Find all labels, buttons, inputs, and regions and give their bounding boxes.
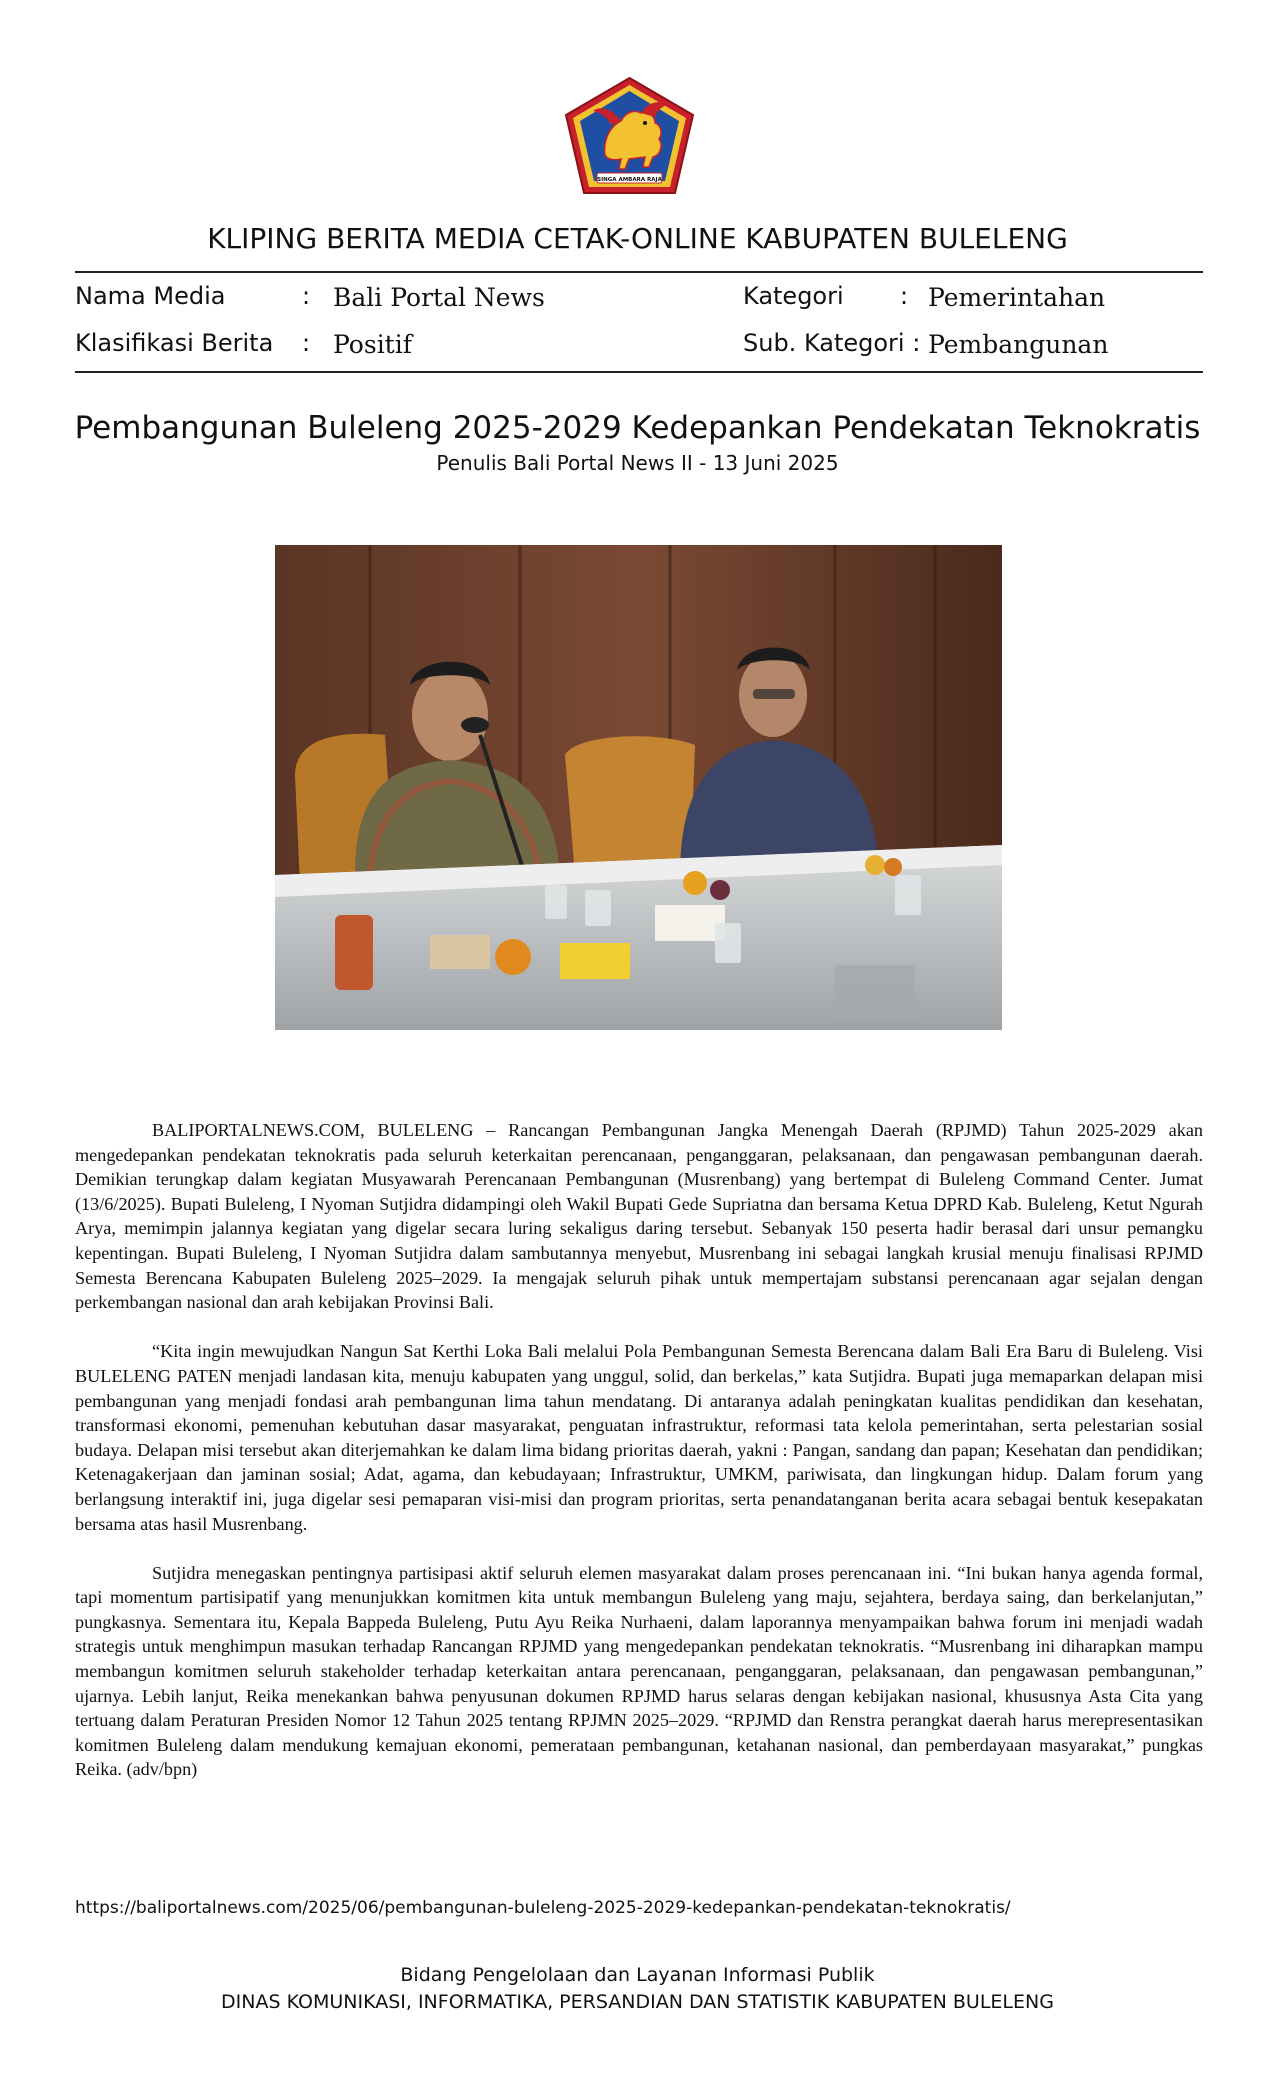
sub-kategori-value: Pembangunan	[928, 330, 1109, 359]
footer-department: Bidang Pengelolaan dan Layanan Informasi Publik	[400, 1964, 875, 1986]
header-divider-top	[75, 271, 1203, 273]
singa-ambara-raja-emblem-icon	[563, 75, 696, 197]
article-byline: Penulis Bali Portal News II - 13 Juni 2025	[436, 451, 839, 475]
klasifikasi-label: Klasifikasi Berita	[75, 329, 274, 357]
clipping-header-title: KLIPING BERITA MEDIA CETAK-ONLINE KABUPATEN BULELENG	[207, 222, 1068, 255]
footer-agency: DINAS KOMUNIKASI, INFORMATIKA, PERSANDIAN DAN STATISTIK KABUPATEN BULELENG	[221, 1991, 1054, 2013]
kategori-label: Kategori	[743, 282, 844, 310]
kategori-value: Pemerintahan	[928, 283, 1106, 312]
header-divider-bottom	[75, 371, 1203, 373]
klasifikasi-value: Positif	[333, 330, 412, 359]
source-url-link[interactable]: https://baliportalnews.com/2025/06/pembangunan-buleleng-2025-2029-kedepankan-pendekatan-teknokratis/	[75, 1898, 1011, 1918]
kategori-colon: :	[900, 282, 909, 310]
nama-media-colon: :	[302, 282, 311, 310]
article-paragraph: Sutjidra menegaskan pentingnya partisipasi aktif seluruh elemen masyarakat dalam proses perencanaan ini. “Ini bukan hanya agenda formal, tapi momentum partisipatif yang menunjukkan komitmen kita untuk membangun Buleleng yang maju, sejahtera, berdaya saing, dan berkelanjutan,” pungkasnya. Sementara itu, Kepala Bappeda Buleleng, Putu Ayu Reika Nurhaeni, dalam laporannya menyampaikan bahwa forum ini menjadi wadah strategis untuk menghimpun masukan terhadap Rancangan RPJMD yang mengedepankan pendekatan teknokratis. “Musrenbang ini diharapkan mampu membangun komitmen seluruh stakeholder terhadap keterkaitan antara perencanaan, penganggaran, pelaksanaan, dan pengawasan pembangunan,” ujarnya. Lebih lanjut, Reika menekankan bahwa penyusunan dokumen RPJMD harus selaras dengan kebijakan nasional, khususnya Asta Cita yang tertuang dalam Peraturan Presiden Nomor 12 Tahun 2025 tentang RPJMN 2025–2029. “RPJMD dan Renstra perangkat daerah harus merepresentasikan komitmen Buleleng dalam mendukung kemajuan ekonomi, pemerataan pembangunan, ketahanan nasional, dan pemberdayaan masyarakat,” pungkas Reika. (adv/bpn)	[75, 1562, 1203, 1780]
nama-media-value: Bali Portal News	[333, 283, 545, 312]
article-photo	[275, 545, 1002, 1030]
klasifikasi-colon: :	[302, 329, 311, 357]
sub-kategori-label: Sub. Kategori :	[743, 329, 921, 357]
article-title: Pembangunan Buleleng 2025-2029 Kedepankan Pendekatan Teknokratis	[74, 410, 1201, 446]
article-body	[75, 1118, 1203, 1807]
nama-media-label: Nama Media	[75, 282, 226, 310]
logo-motto: SINGA AMBARA RAJA	[597, 177, 662, 183]
article-paragraph: “Kita ingin mewujudkan Nangun Sat Kerthi Loka Bali melalui Pola Pembangunan Semesta Berencana dalam Bali Era Baru di Buleleng. Visi BULELENG PATEN menjadi landasan kita, menuju kabupaten yang unggul, solid, dan berkelas,” kata Sutjidra. Bupati juga memaparkan delapan misi pembangunan yang menjadi fondasi arah pembangunan lima tahun mendatang. Di antaranya adalah peningkatan kualitas pendidikan dan kesehatan, transformasi ekonomi, pemenuhan kebutuhan dasar masyarakat, penguatan infrastruktur, reformasi tata kelola pemerintahan, serta pelestarian sosial budaya. Delapan misi tersebut akan diterjemahkan ke dalam lima bidang prioritas daerah, yakni : Pangan, sandang dan papan; Kesehatan dan pendidikan; Ketenagakerjaan dan jaminan sosial; Adat, agama, dan kebudayaan; Infrastruktur, UMKM, pariwisata, dan lingkungan hidup. Dalam forum yang berlangsung interaktif ini, juga digelar sesi pemaparan visi-misi dan program prioritas, serta penandatanganan berita acara sebagai bentuk kesepakatan bersama atas hasil Musrenbang.	[75, 1341, 1203, 1534]
article-paragraph: BALIPORTALNEWS.COM, BULELENG – Rancangan Pembangunan Jangka Menengah Daerah (RPJMD) Tahun 2025-2029 akan mengedepankan pendekatan teknokratis pada seluruh keterkaitan perencanaan, penganggaran, pelaksanaan, dan pengawasan pembangunan daerah. Demikian terungkap dalam kegiatan Musyawarah Perencanaan Pembangunan (Musrenbang) yang bertempat di Buleleng Command Center. Jumat (13/6/2025). Bupati Buleleng, I Nyoman Sutjidra didampingi oleh Wakil Bupati Gede Supriatna dan bersama Ketua DPRD Kab. Buleleng, Ketut Ngurah Arya, memimpin jalannya kegiatan yang digelar secara luring sekaligus daring tersebut. Sebanyak 150 peserta hadir berasal dari unsur pemangku kepentingan. Bupati Buleleng, I Nyoman Sutjidra dalam sambutannya menyebut, Musrenbang ini sebagai langkah krusial menuju finalisasi RPJMD Semesta Berencana Kabupaten Buleleng 2025–2029. Ia mengajak seluruh pihak untuk mempertajam substansi perencanaan agar sejalan dengan perkembangan nasional dan arah kebijakan Provinsi Bali.	[75, 1120, 1203, 1313]
